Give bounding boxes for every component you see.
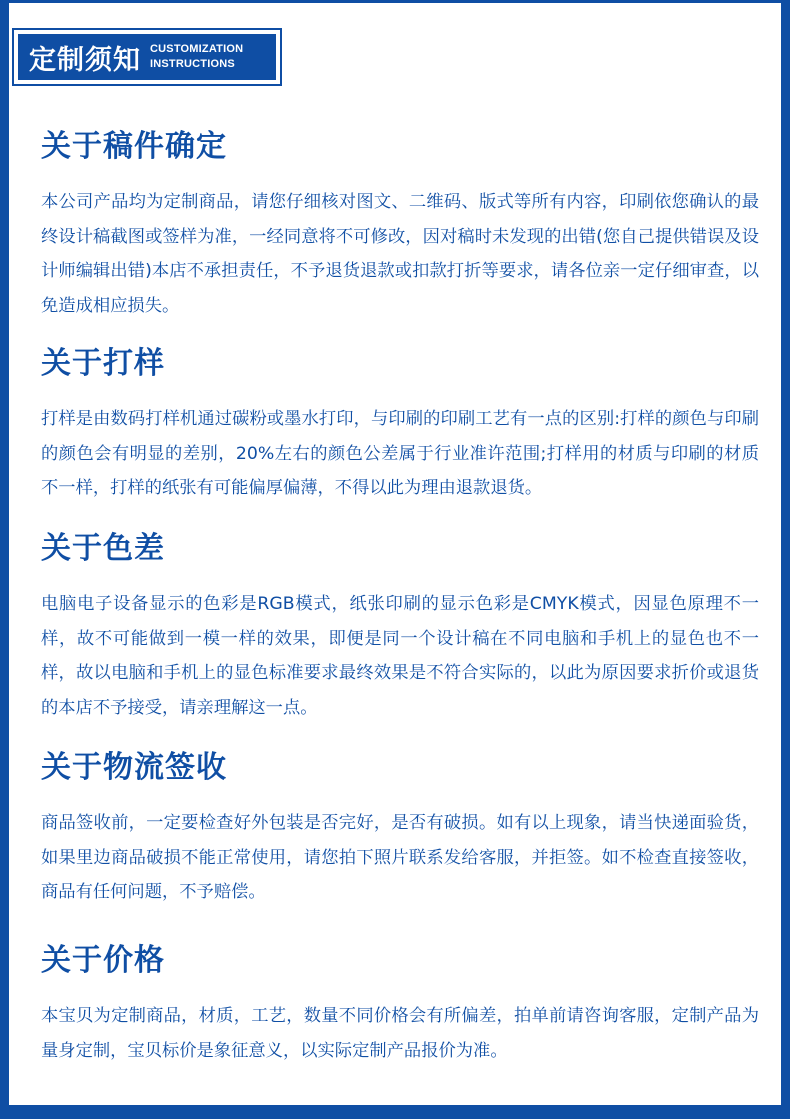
header-title-cn: 定制须知 [29, 44, 141, 76]
section-title: 关于色差 [41, 531, 165, 566]
section-manuscript-confirmation [41, 127, 759, 323]
header-title-en [150, 42, 243, 72]
section-color-difference [41, 529, 759, 725]
header-title-en-line2: INSTRUCTIONS [150, 58, 235, 70]
section-title: 关于打样 [41, 346, 165, 381]
section-title: 关于物流签收 [41, 750, 227, 785]
section-title: 关于稿件确定 [41, 129, 227, 164]
section-body: 本宝贝为定制商品，材质，工艺，数量不同价格会有所偏差，拍单前请咨询客服，定制产品为量身定制，宝贝标价是象征意义，以实际定制产品报价为准。 [41, 1006, 759, 1061]
section-proofing [41, 344, 759, 506]
section-body: 打样是由数码打样机通过碳粉或墨水打印，与印刷的印刷工艺有一点的区别:打样的颜色与印刷的颜色会有明显的差别，20%左右的颜色公差属于行业准许范围;打样用的材质与印刷的材质不一样，打样的纸张有可能偏厚偏薄，不得以此为理由退款退货。 [41, 409, 759, 498]
header-title-en-line1: CUSTOMIZATION [150, 43, 244, 55]
section-logistics-receipt [41, 748, 759, 910]
section-body: 电脑电子设备显示的色彩是RGB模式，纸张印刷的显示色彩是CMYK模式，因显色原理不一样，故不可能做到一模一样的效果，即便是同一个设计稿在不同电脑和手机上的显色也不一样，故以电脑和手机上的显色标准要求最终效果是不符合实际的，以此为原因要求折价或退货的本店不予接受，请亲理解这一点。 [41, 594, 759, 718]
section-body: 本公司产品均为定制商品，请您仔细核对图文、二维码、版式等所有内容，印刷依您确认的最终设计稿截图或签样为准，一经同意将不可修改，因对稿时未发现的出错(您自己提供错误及设计师编辑出错)本店不承担责任，不予退货退款或扣款打折等要求，请各位亲一定仔细审查，以免造成相应损失。 [41, 192, 759, 316]
section-title: 关于价格 [41, 943, 165, 978]
section-body: 商品签收前，一定要检查好外包装是否完好，是否有破损。如有以上现象，请当快递面验货，如果里边商品破损不能正常使用，请您拍下照片联系发给客服，并拒签。如不检查直接签收，商品有任何问题，不予赔偿。 [41, 813, 759, 902]
section-price [41, 941, 759, 1068]
header-badge [12, 28, 282, 86]
